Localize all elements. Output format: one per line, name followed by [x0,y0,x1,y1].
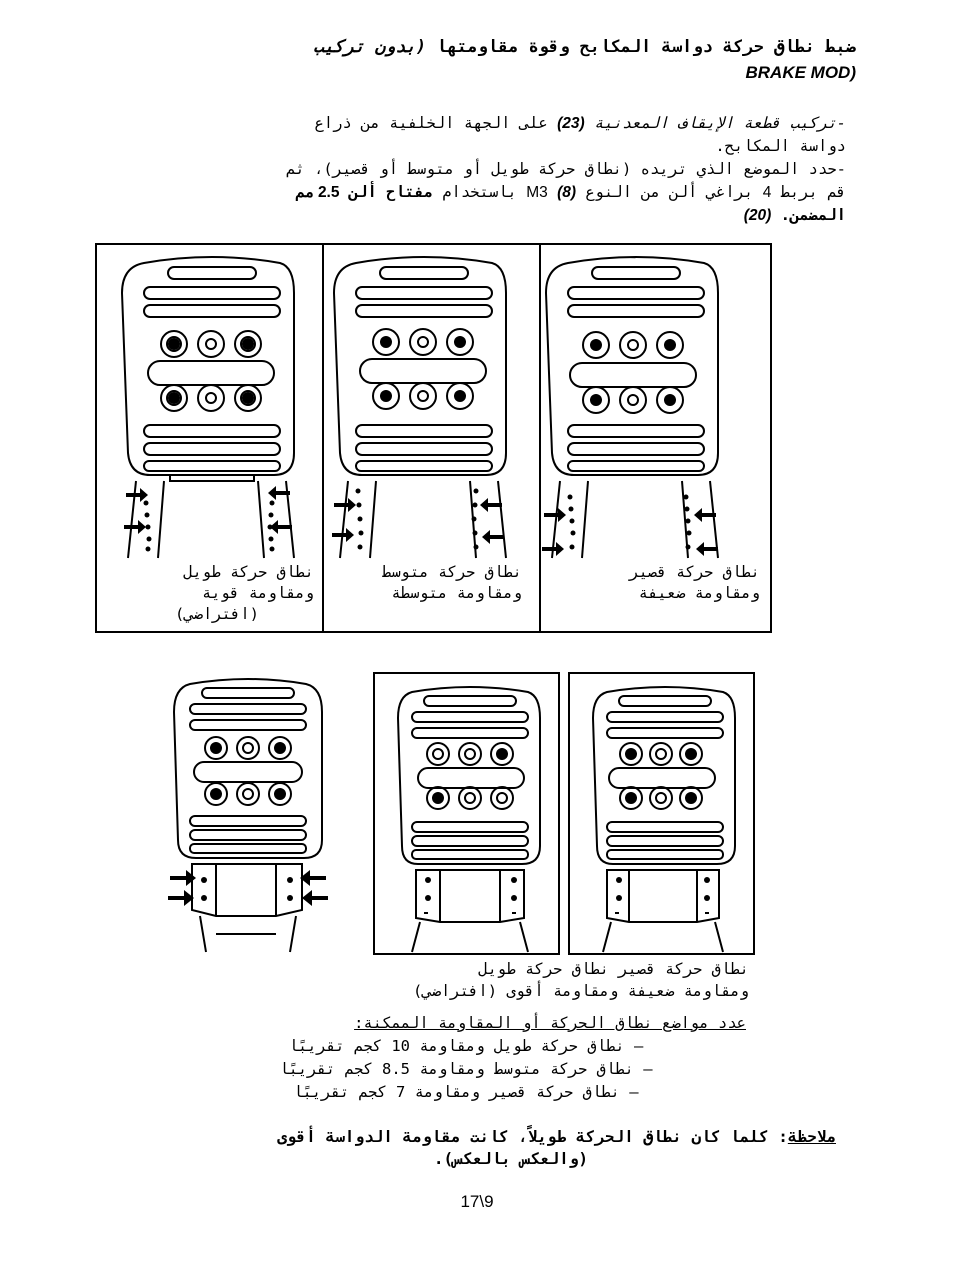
step2-ref: (8) [557,184,577,201]
page-number: 17\9 [460,1192,494,1211]
step1-rest: على الجهة الخلفية من ذراع [314,114,548,132]
pedal-illustration-short [538,253,734,563]
caption-long-line1: نطاق حركة طويل [183,563,314,581]
step-1-line2: دواسة المكابح. [715,137,846,155]
step1-ref: (23) [557,115,585,132]
pedal-illustration-bottom-left [166,676,331,956]
positions-list [186,1012,746,1104]
positions-item-short: – نطاق حركة قصير ومقاومة 7 كجم تقريبًا [293,1083,639,1101]
step-2-line1: -حدد الموضع الذي تريده (نطاق حركة طويل أو متوسط أو قصير)، ثم [286,160,846,178]
step2-a: قم بربط [780,183,846,201]
step1-prefix: -تركيب قطعة الإيقاف المعدنية [594,114,846,132]
figure2-captions [209,958,749,1002]
instructions [126,112,846,227]
step-2-line3 [126,204,846,227]
pedal-illustration-medium [326,253,522,563]
positions-item-medium: – نطاق حركة متوسط ومقاومة 8.5 كجم تقريبًا [279,1060,653,1078]
pedal-illustration-long [114,253,310,563]
pedal-illustration-bottom-middle [390,684,550,954]
title-italic: (بدون تركيب [313,37,427,57]
caption-medium-line2: ومقاومة متوسطة [391,584,522,602]
positions-heading: عدد مواضع نطاق الحركة أو المقاومة الممكنة: [354,1014,746,1032]
figure2-caption-line1: نطاق حركة قصير نطاق حركة طويل [478,960,749,978]
step2-ref2: (20) [743,207,772,224]
positions-item-long: – نطاق حركة طويل ومقاومة 10 كجم تقريبًا [288,1037,644,1055]
step2-c: باستخدام [442,183,517,201]
note-text2: (والعكس بالعكس). [433,1149,588,1168]
note [116,1126,836,1170]
caption-medium [312,562,522,604]
figure2-caption-line2: ومقاومة ضعيفة ومقاومة أقوى (افتراضي) [413,982,749,1000]
note-label: ملاحظة [787,1127,836,1146]
step2-line3: المضمن. [780,206,846,224]
page-title [96,34,856,86]
step-1 [126,112,846,135]
caption-medium-line1: نطاق حركة متوسط [382,563,522,581]
step2-b: براغي ألن من النوع [585,183,754,201]
step-2-line2 [126,181,846,204]
caption-long-line3: (افتراضي) [175,605,259,623]
note-text1: : كلما كان نطاق الحركة طويلاً، كانت مقاومة الدواسة أقوى [277,1127,788,1146]
title-latin: (BRAKE MOD [745,63,856,82]
title-main: ضبط نطاق حركة دواسة المكابح وقوة مقاومتها [436,37,856,57]
caption-long [94,562,314,625]
step2-num: 4 [762,184,772,201]
caption-short-line1: نطاق حركة قصير [629,563,760,581]
caption-long-line2: ومقاومة قوية [202,584,314,602]
caption-short [540,562,760,604]
caption-short-line2: ومقاومة ضعيفة [638,584,760,602]
pedal-illustration-bottom-right [585,684,745,954]
step2-tool: مفتاح ألن [348,183,433,201]
step2-size: 2.5 مم [295,184,340,201]
step2-type: M3 [526,184,548,201]
